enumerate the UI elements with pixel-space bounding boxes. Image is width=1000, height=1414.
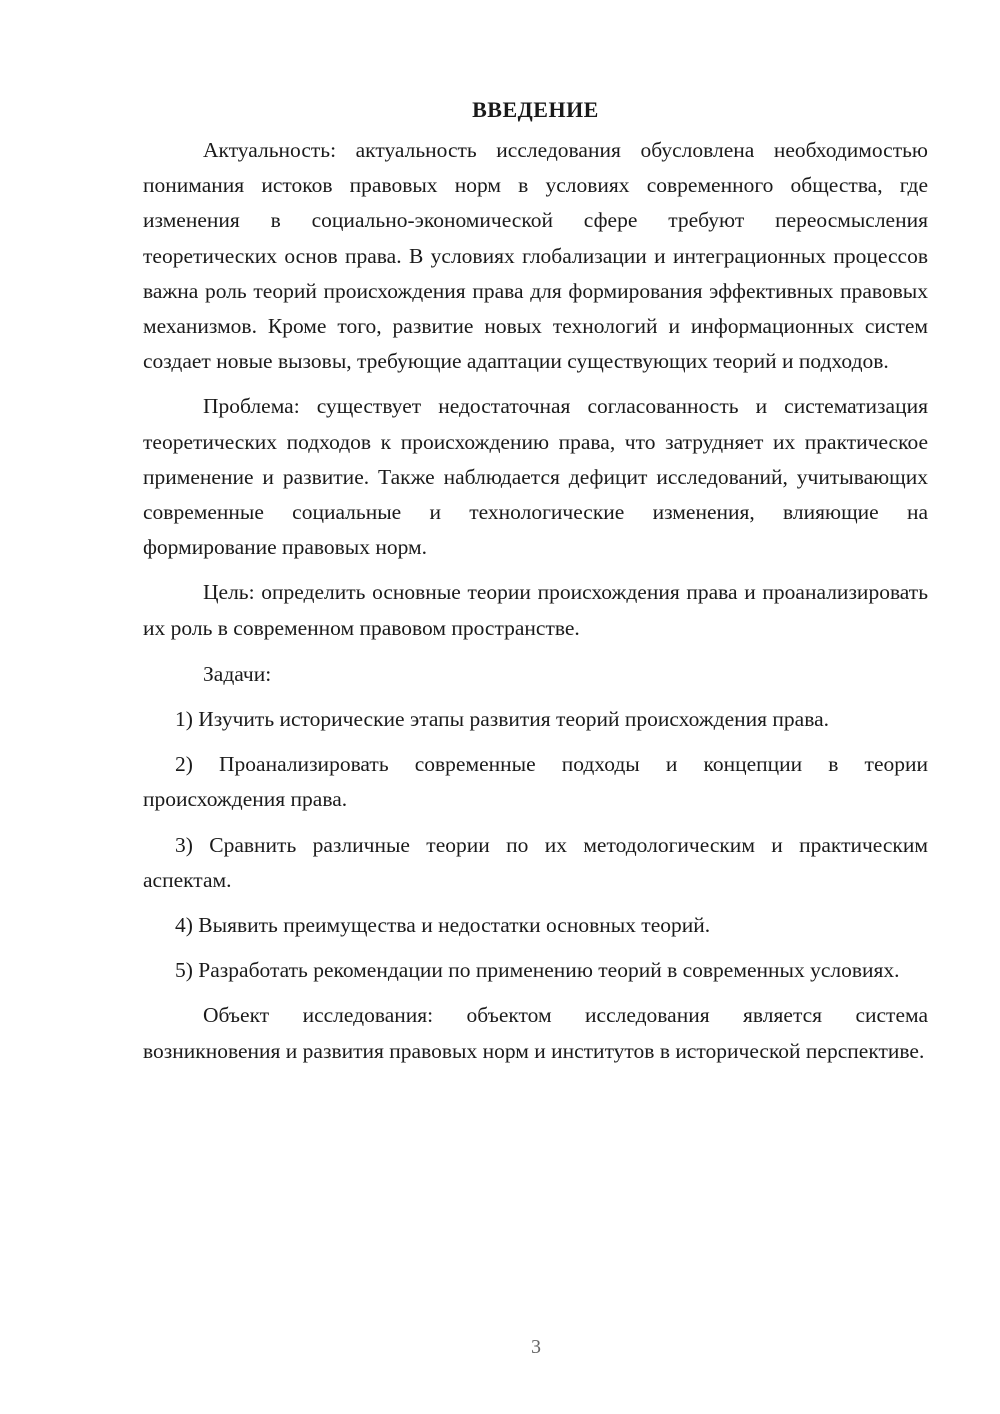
- tasks-heading: Задачи:: [203, 661, 272, 686]
- document-page: [143, 92, 928, 1069]
- task-item-2: 2) Проанализировать современные подходы и концепции в теории происхождения права.: [143, 752, 928, 812]
- task-item-4: 4) Выявить преимущества и недостатки основных теорий.: [175, 913, 711, 938]
- problem-paragraph: Проблема: существует недостаточная согласованность и систематизация теоретических подходов к происхождению права, что затрудняет их практическое применение и развитие. Также наблюдается дефицит исследований, учитывающих современные социальные и технологические изменения, влияющие на формирование правовых норм.: [143, 394, 928, 560]
- task-item-3: 3) Сравнить различные теории по их методологическим и практическим аспектам.: [143, 832, 928, 892]
- section-title: ВВЕДЕНИЕ: [472, 97, 599, 122]
- goal-paragraph: Цель: определить основные теории происхождения права и проанализировать их роль в современном правовом пространстве.: [143, 580, 928, 640]
- object-paragraph: Объект исследования: объектом исследования является система возникновения и развития правовых норм и институтов в исторической перспективе.: [143, 1003, 928, 1063]
- relevance-paragraph: Актуальность: актуальность исследования обусловлена необходимостью понимания истоков правовых норм в условиях современного общества, где изменения в социально-экономической сфере требуют переосмысления теоретических основ права. В условиях глобализации и интеграционных процессов важна роль теорий происхождения права для формирования эффективных правовых механизмов. Кроме того, развитие новых технологий и информационных систем создает новые вызовы, требующие адаптации существующих теорий и подходов.: [143, 138, 928, 374]
- task-item-1: 1) Изучить исторические этапы развития теорий происхождения права.: [175, 707, 829, 732]
- task-item-5: 5) Разработать рекомендации по применению теорий в современных условиях.: [175, 958, 900, 983]
- page-number: 3: [531, 1336, 541, 1358]
